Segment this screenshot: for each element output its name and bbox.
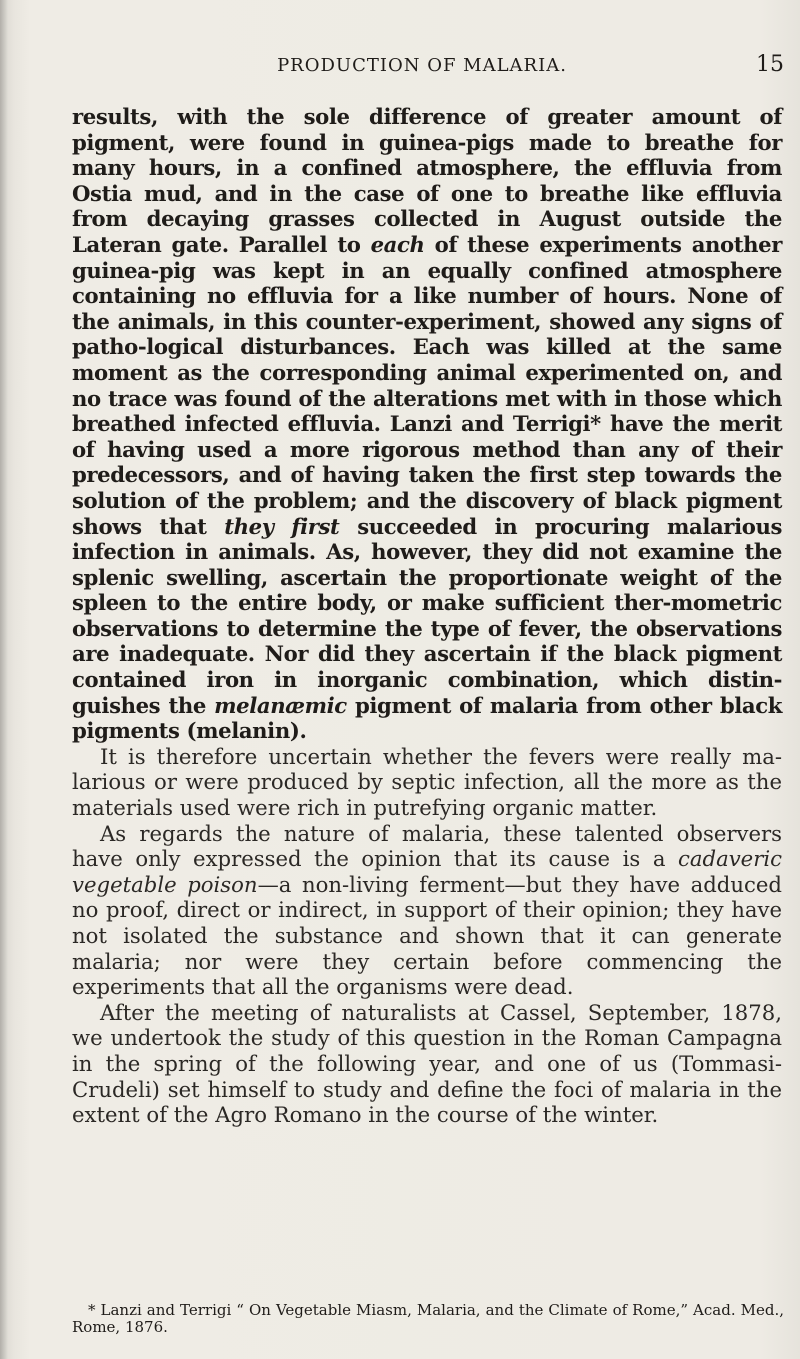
text-run: After the meeting of naturalists at Cassel, September, 1878, we undertook the study of this question in the Roman Campagna in the spring of the following year, and one of us (Tommasi-Crudeli) set himself to study and define the foci of malaria in the extent of the Agro Romano in the course of the winter.	[72, 999, 782, 1128]
text-run: pigment of malaria from other black pigments (melanin).	[72, 692, 782, 744]
text-run: succeeded in procuring malarious infection in animals. As, however, they did not examine the splenic swelling, ascertain the proportionate weight of the spleen to the entire body, or make sufficient ther-mometric observations to determine the type of fever, the observations are inadequate. Nor did they ascertain if the black pigment contained iron in inorganic combination, which distin-guishes the	[72, 513, 782, 718]
paragraph	[72, 744, 782, 821]
paragraph	[72, 104, 782, 744]
italic-phrase: cadaveric vegetable poison	[72, 846, 782, 897]
text-run: results, with the sole difference of greater amount of pigment, were found in guinea-pigs made to breathe for many hours, in a confined atmosphere, the effluvia from Ostia mud, and in the case of one to breathe like effluvia from decaying grasses collected in August outside the Lateran gate. Parallel to	[72, 104, 782, 257]
paragraph	[72, 821, 782, 1000]
italic-phrase: melanæmic	[214, 692, 347, 718]
text-run: It is therefore uncertain whether the fevers were really ma-larious or were produced by septic infection, all the more as the materials used were rich in putrefying organic matter.	[72, 743, 782, 821]
binding-shadow	[0, 0, 8, 1359]
italic-phrase: they first	[224, 513, 340, 539]
page-header	[60, 52, 784, 85]
main-text	[72, 104, 782, 1128]
text-run: of these experiments another guinea-pig was kept in an equally confined atmosphere containing no effluvia for a like number of hours. None of the animals, in this counter-experiment, showed any signs of patho-logical disturbances. Each was killed at the same moment as the corresponding animal experimented on, and no trace was found of the alterations met with in those which breathed infected effluvia. Lanzi and Terrigi* have the merit of having used a more rigorous method than any of their predecessors, and of having taken the first step towards the solution of the problem; and the discovery of black pigment shows that	[72, 231, 782, 539]
italic-phrase: each	[370, 231, 425, 257]
page-number: 15	[756, 52, 784, 77]
running-title: PRODUCTION OF MALARIA.	[277, 55, 567, 76]
footnote-text: * Lanzi and Terrigi “ On Vegetable Miasm, Malaria, and the Climate of Rome,” Acad. Med., Rome, 1876.	[72, 1301, 784, 1336]
footnote	[72, 1302, 784, 1336]
text-run: —a non-living ferment—but they have adduced no proof, direct or indirect, in support of their opinion; they have not isolated the substance and shown that it can generate malaria; nor were they certain before commencing the experiments that all the organisms were dead.	[72, 871, 782, 1000]
paragraph	[72, 1000, 782, 1128]
text-run: As regards the nature of malaria, these talented observers have only expressed the opinion that its cause is a	[72, 820, 782, 872]
